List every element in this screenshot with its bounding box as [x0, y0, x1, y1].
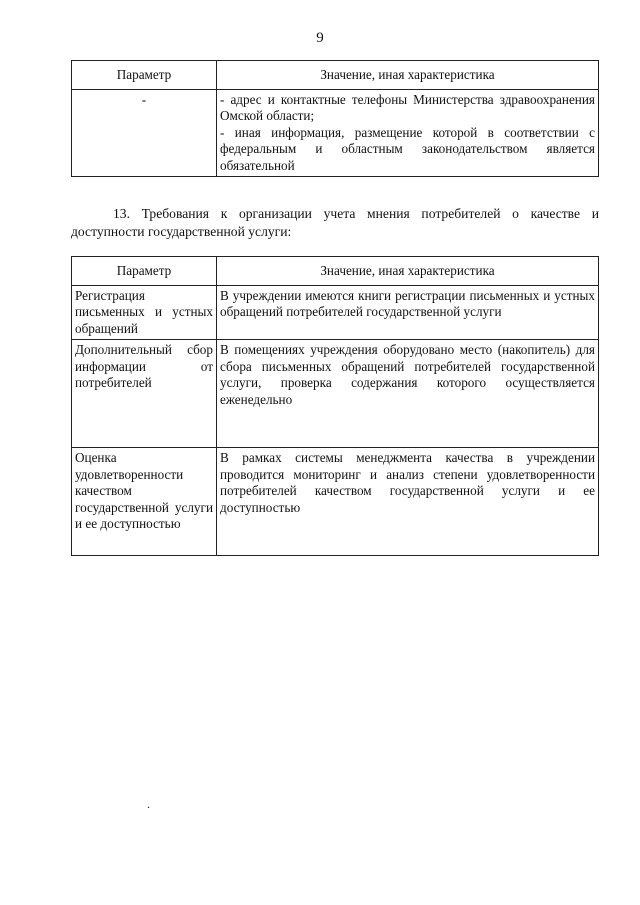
header-parameter: Параметр: [72, 61, 217, 90]
table-header-row: [72, 257, 599, 286]
param-cell: Дополнительный сбор информации от потребителей: [72, 340, 217, 448]
value-cell: В помещениях учреждения оборудовано место (накопитель) для сбора письменных обращений потребителей государственной услуги, проверка содержания которого осуществляется еженедельно: [217, 340, 599, 448]
param-cell: Оценка удовлетворенности качеством государственной услуги и ее доступностью: [72, 448, 217, 556]
value-line: - адрес и контактные телефоны Министерства здравоохранения Омской области;: [220, 91, 595, 123]
param-cell: -: [72, 89, 217, 177]
value-cell: В рамках системы менеджмента качества в учреждении проводится мониторинг и анализ степени удовлетворенности потребителей качеством государственной услуги и ее доступностью: [217, 448, 599, 556]
table-row: [72, 448, 599, 556]
section-13-heading: 13. Требования к организации учета мнения потребителей о качестве и доступности государственной услуги:: [71, 206, 599, 239]
header-value: Значение, иная характеристика: [217, 61, 599, 90]
value-cell: В учреждении имеются книги регистрации письменных и устных обращений потребителей государственной услуги: [217, 285, 599, 340]
contact-info-table: [71, 60, 599, 177]
header-parameter: Параметр: [72, 257, 217, 286]
table-row: [72, 340, 599, 448]
table-row: [72, 89, 599, 177]
feedback-requirements-table: [71, 256, 599, 556]
table-header-row: [72, 61, 599, 90]
value-line: - иная информация, размещение которой в соответствии с федеральным и областным законодательством является обязательной: [220, 124, 595, 173]
footer-mark: .: [147, 797, 150, 811]
page-number: 9: [316, 30, 324, 46]
value-cell: [217, 89, 599, 177]
param-cell: Регистрация письменных и устных обращений: [72, 285, 217, 340]
header-value: Значение, иная характеристика: [217, 257, 599, 286]
table-row: [72, 285, 599, 340]
